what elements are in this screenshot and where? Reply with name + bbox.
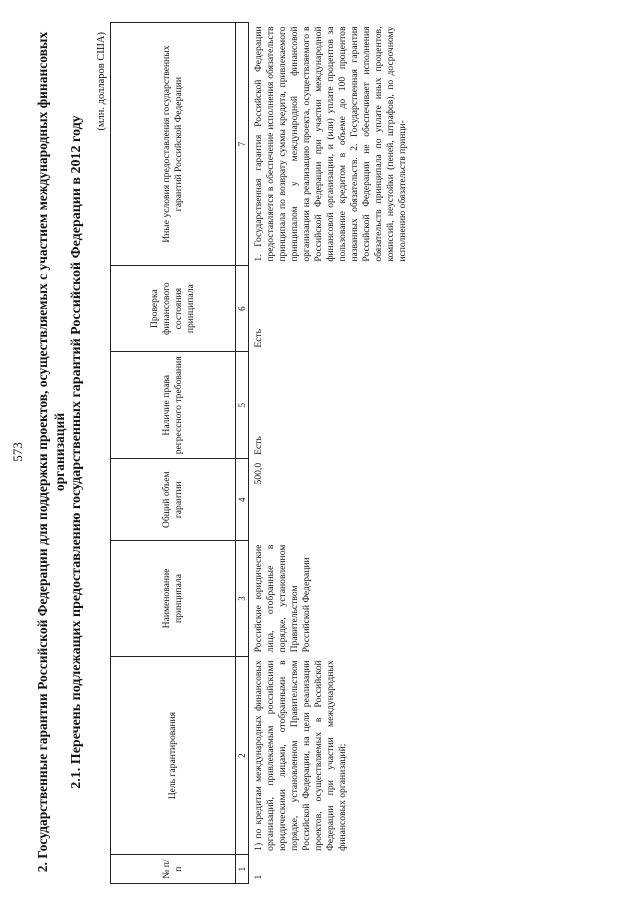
cell-amount: 500,0 bbox=[253, 462, 264, 485]
column-number: 6 bbox=[236, 266, 249, 352]
header-recourse: Наличие права регрессного требования bbox=[111, 352, 236, 459]
rotated-page bbox=[10, 2, 630, 902]
header-principal: Наименование принципала bbox=[111, 541, 236, 657]
header-other: Иные условия предоставления государственных гарантий Российской Федерации bbox=[111, 23, 236, 266]
cell-principal: Российские юридические лица, отобранные в порядке, установленном Правительством Российской Федерации bbox=[253, 544, 312, 653]
cell-num: 1 bbox=[253, 874, 264, 880]
section-heading: 2. Государственные гарантии Российской Федерации для поддержки проектов, осуществляемых с участием международных финансовых организаций bbox=[35, 31, 67, 873]
column-number: 5 bbox=[236, 352, 249, 459]
cell-recourse: Есть bbox=[253, 436, 264, 455]
header-amount: Общий объем гарантии bbox=[111, 459, 236, 541]
units-label: (млн. долларов США) bbox=[96, 32, 107, 131]
column-number: 2 bbox=[236, 656, 249, 855]
guarantees-table bbox=[110, 22, 409, 884]
page-number: 573 bbox=[10, 442, 25, 462]
column-number: 3 bbox=[236, 541, 249, 657]
cell-purpose: 1) по кредитам международных финансовых организаций, привлекаемым российскими юридическими лицами, отобранными в порядке, установленном Правительством Российской Федерации, на цели реализации проектов, осуществляемых в Российской Федерации при участии международных финансовых организаций; bbox=[253, 660, 348, 851]
column-number: 1 bbox=[236, 855, 249, 884]
header-purpose: Цель гарантирования bbox=[111, 656, 236, 855]
column-number: 7 bbox=[236, 23, 249, 266]
header-check: Проверка финансового состояния принципала bbox=[111, 266, 236, 352]
cell-other: 1. Государственная гарантия Российской Федерации предоставляется в обеспечение исполнения обязательств принципала по возврату суммы кредита, привлекаемого принципалом у международной финансовой организации на реализацию проекта, осуществляемого в Российской Федерации при участии международной финансовой организации, и (или) уплате процентов за пользование кредитом в объеме до 100 процентов названных обязательств. 2. Государственная гарантия Российской Федерации не обеспечивает исполнения обязательств принципала по уплате иных процентов, комиссий, неустойки (пеней, штрафов), по досрочному исполнению обязательств принци- bbox=[253, 26, 408, 262]
subsection-heading: 2.1. Перечень подлежащих предоставлению государственных гарантий Российской Федерации в 2012 году bbox=[69, 115, 84, 789]
column-number-row bbox=[236, 23, 249, 884]
column-number: 4 bbox=[236, 459, 249, 541]
table-header-row bbox=[111, 23, 236, 884]
cell-check: Есть bbox=[253, 328, 264, 348]
table-row bbox=[249, 23, 410, 884]
header-num: № п/п bbox=[111, 855, 236, 884]
